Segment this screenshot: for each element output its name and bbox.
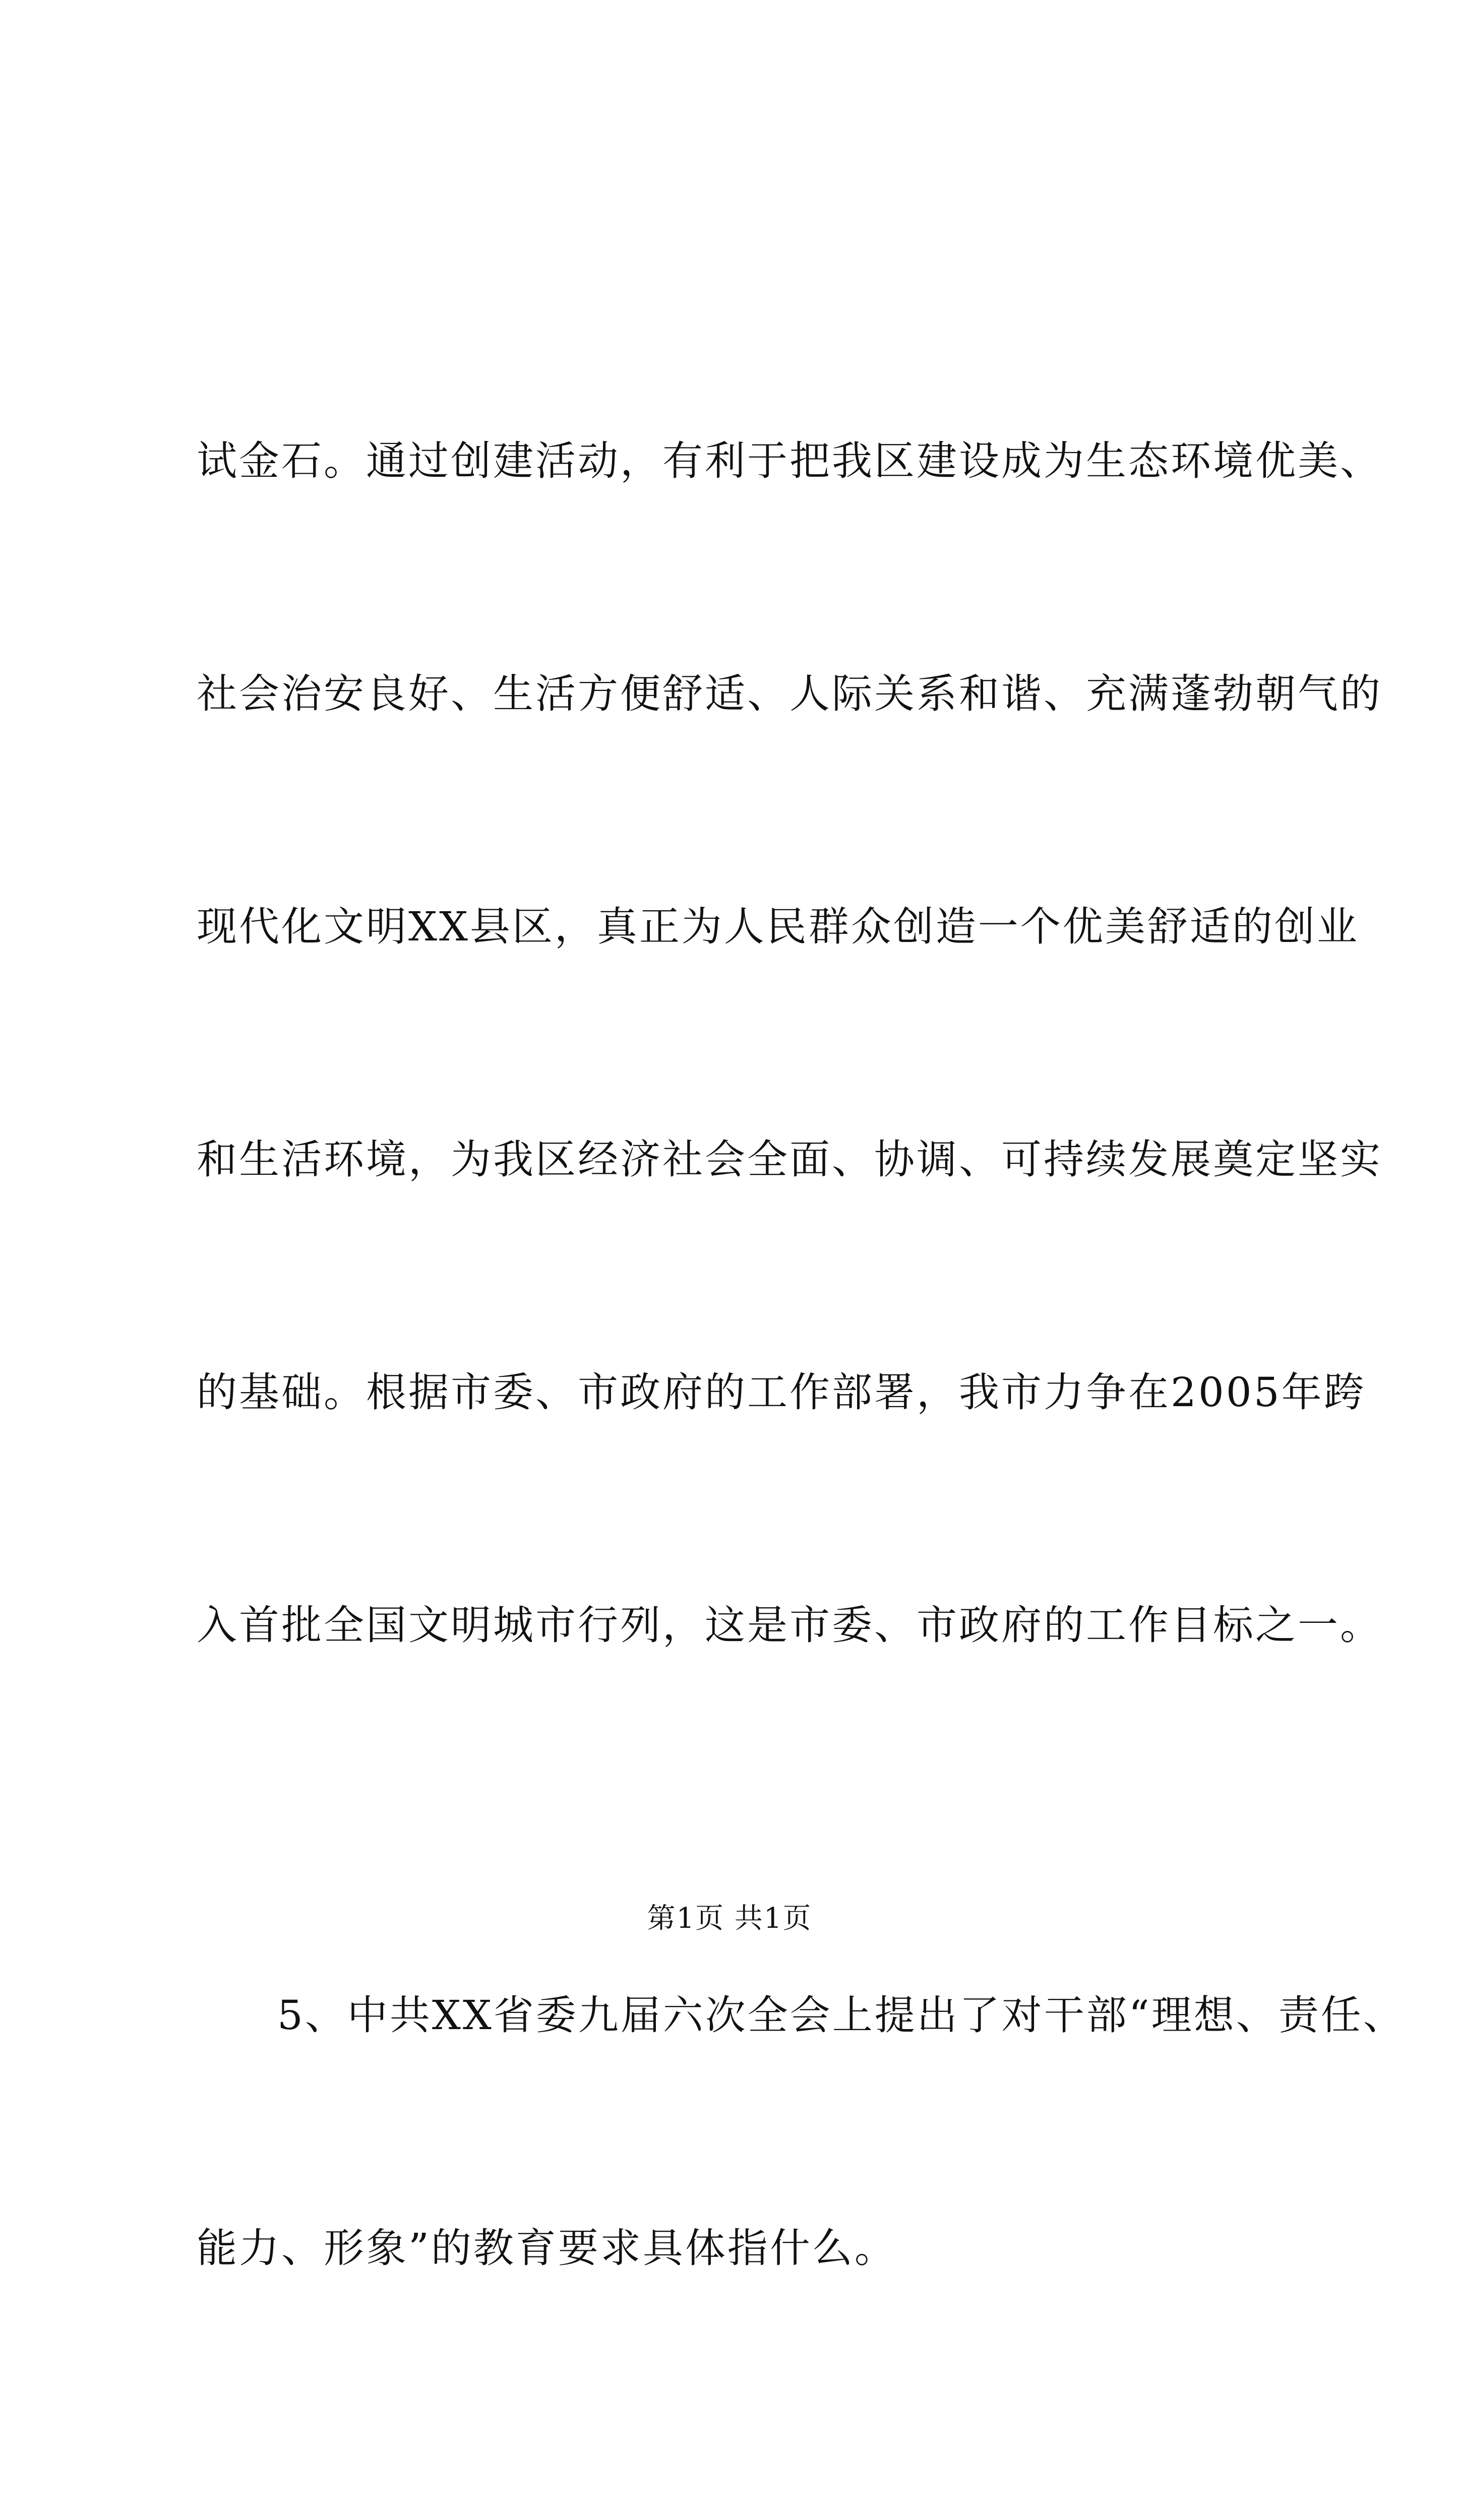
text-line: 试金石。通过创建活动，有利于把我区建设成为生态环境优美、 [197, 437, 1382, 484]
text-line: 现代化文明XX县区，真正为人民群众创造一个优美舒适的创业 [197, 903, 1359, 950]
answer-5 [197, 2444, 1275, 2520]
text-line: 社会治安良好、生活方便舒适、人际关系和谐、充满蓬勃朝气的 [197, 670, 1382, 717]
document-body [197, 267, 1406, 2520]
text-line: 入首批全国文明城市行列，这是市委、市政府的工作目标之一。 [197, 1602, 1382, 1649]
page-number-footer: 第1页 共1页 [647, 1902, 812, 1935]
text-line: 的基础。根据市委、市政府的工作部署，我市力争在2005年跨 [197, 1369, 1366, 1416]
paragraph-1 [197, 267, 1382, 1819]
text-line: 和生活环境，为我区经济社会全面、协调、可持续发展奠定坚实 [197, 1136, 1382, 1183]
text-line: 5、中共XX省委九届六次全会上提出了对干部“理想、责任、 [277, 1992, 1406, 2039]
text-line: 能力、形象”的教育要求具体指什么。 [197, 2225, 897, 2272]
